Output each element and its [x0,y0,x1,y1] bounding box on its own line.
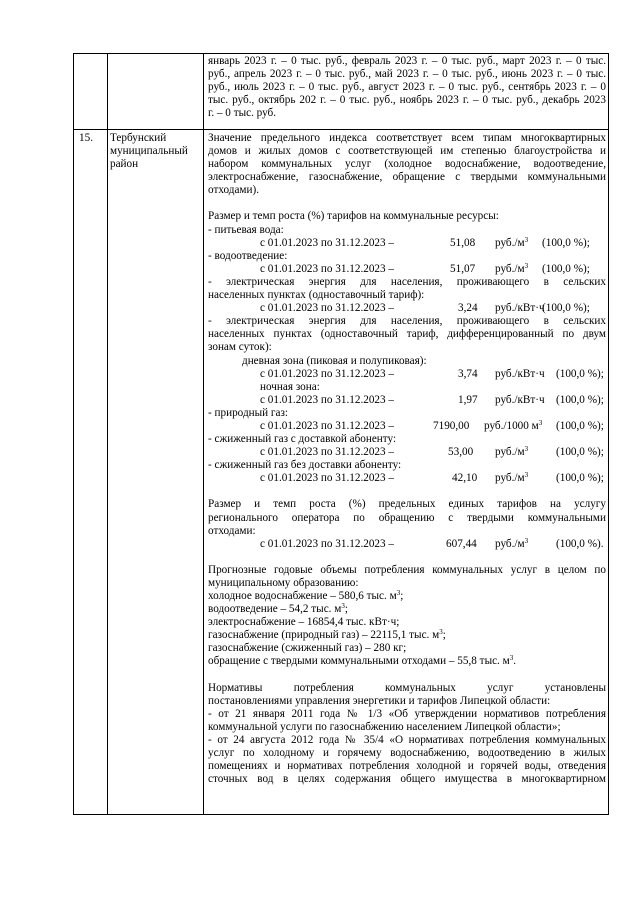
table-border-bottom [73,814,609,815]
tariff-label: - природный газ: [208,406,289,419]
text-line: электроснабжение, газоснабжение, обращение с твердыми коммунальными [208,171,606,184]
tariff-label: населенных пунктах (одноставочный тариф, дифференцированный по двум [208,328,606,341]
volume-end: ; [400,590,404,602]
tariff-growth: (100,0 %); [556,446,604,459]
tariff-value: 3,74 [458,367,478,380]
volume-text: газоснабжение (природный газ) – 22115,1 тыс. м [208,629,440,642]
text-line: постановлениями управления энергетики и тарифов Липецкой области: [208,694,551,707]
tariff-unit: руб./кВт·ч [495,302,545,315]
tariff-growth: (100,0 %). [556,537,604,550]
text-line: - от 24 августа 2012 года № 35/4 «О нормативах потребления коммунальных [208,733,606,746]
text-line: Размер и темп роста (%) предельных единых тарифов на услугу [208,498,606,511]
row-divider [73,129,609,130]
unit-text: руб./м [495,446,525,459]
tariff-value: 7190,00 [433,419,470,432]
text-line: тыс. руб., октябрь 202 г. – 0 тыс. руб., ноябрь 2023 г. – 0 тыс. руб., декабрь 2023 [208,94,606,107]
tariff-unit [495,472,528,485]
text-line: отходами: [208,524,256,537]
tariff-label: зонам суток): [208,341,272,354]
text-line: помещениях и нормативах потребления холодной и горячей воды, отведения [208,760,606,773]
district-name [110,132,202,171]
text-line: набором коммунальных услуг (холодное водоснабжение, водоотведение, [208,158,606,171]
text-line: Значение предельного индекса соответствует всем типам многоквартирных [208,132,606,144]
blank-line [208,485,606,498]
tariff-unit [495,237,528,250]
tariff-period: с 01.01.2023 по 31.12.2023 – [260,262,395,275]
blank-line [208,551,606,564]
previous-row-text [208,55,606,120]
unit-text: руб./м [495,537,525,550]
unit-text: руб./м [495,472,525,485]
tariff-row-sewage [208,263,606,276]
text-line: муниципальный [110,145,188,158]
tariff-label: - питьевая вода: [208,223,284,236]
text-line: коммунальной услуги по газоснабжению населением Липецкой области»; [208,720,561,733]
unit-sup: 3 [538,418,543,427]
tariff-period: с 01.01.2023 по 31.12.2023 – [260,302,395,315]
tariff-growth: (100,0 %); [556,419,604,432]
text-line: домов и жилых домов с соответствующей им степенью благоустройства и [208,145,606,158]
tariff-value: 53,00 [448,446,474,459]
text-line: - от 21 января 2011 года № 1/3 «Об утверждении нормативов потребления [208,707,606,720]
unit-sup: 3 [396,589,401,597]
blank-line [208,669,606,682]
text-line: услуг по холодному и горячему водоснабжению, водоотведению в жилых [208,747,606,760]
tariff-label: ночная зона: [260,380,320,393]
tariff-period: с 01.01.2023 по 31.12.2023 – [260,393,395,406]
volume-sewage [208,603,606,616]
tariffs-heading: Размер и темп роста (%) тарифов на коммунальные ресурсы: [208,210,499,223]
tariff-period: с 01.01.2023 по 31.12.2023 – [260,537,395,550]
volume-waste [208,655,606,668]
text-line: сточных вод в целях содержания общего имущества в многоквартирном [208,773,606,786]
volume-electricity: электроснабжение – 16854,4 тыс. кВт·ч; [208,616,400,629]
tariff-growth: (100,0 %); [542,262,590,275]
tariff-period: с 01.01.2023 по 31.12.2023 – [260,419,395,432]
unit-sup: 3 [341,602,345,611]
tariff-value: 42,10 [452,472,478,485]
volume-text: холодное водоснабжение – 580,6 тыс. м [208,590,397,602]
text-line: Нормативы потребления коммунальных услуг установлены [208,681,606,694]
blank-line [208,197,606,210]
unit-sup: 3 [524,261,529,270]
volume-end: ; [442,629,446,642]
tariff-label: - сжиженный газ без доставки абоненту: [208,459,402,472]
text-line: г. – 0 тыс. руб. [208,107,277,120]
tariff-row-waste [208,538,606,551]
tariff-period: с 01.01.2023 по 31.12.2023 – [260,236,395,249]
text-line: январь 2023 г. – 0 тыс. руб., февраль 2023 г. – 0 тыс. руб., март 2023 г. – 0 тыс. [208,55,606,67]
column-border [608,53,609,815]
tariff-period: с 01.01.2023 по 31.12.2023 – [260,367,395,380]
tariff-value: 607,44 [446,537,477,550]
tariff-growth: (100,0 %); [556,393,604,406]
volume-end: ; [344,603,348,616]
tariff-growth: (100,0 %); [542,302,590,315]
tariff-label: - электрическая энергия для населения, проживающего в сельских [208,275,606,288]
unit-text: руб./м [495,236,525,249]
text-line: район [110,158,139,171]
tariff-row-electricity-single [208,302,606,315]
unit-sup: 3 [524,536,529,545]
tariff-label: - сжиженный газ с доставкой абоненту: [208,433,397,446]
volume-natural-gas [208,629,606,642]
unit-sup: 3 [524,445,529,454]
unit-text: руб./м [495,262,525,275]
tariff-row-natural-gas [208,420,606,433]
volume-cold-water [208,590,606,603]
unit-sup: 3 [509,654,514,663]
tariff-label: - электрическая энергия для населения, проживающего в сельских [208,315,606,328]
tariff-unit [495,446,528,459]
tariff-row-night-zone [208,394,606,407]
volume-end: . [513,655,517,668]
tariff-row-lpg-delivery [208,446,606,459]
tariff-row-drinking-water [208,237,606,250]
volume-text: обращение с твердыми коммунальными отходами – 55,8 тыс. м [208,655,510,668]
text-line: Прогнозные годовые объемы потребления коммунальных услуг в целом по [208,563,606,576]
tariff-label: - водоотведение: [208,249,288,262]
column-border [73,53,74,815]
text-line: руб., июль 2023 г. – 0 тыс. руб., август 2023 г. – 0 тыс. руб., сентябрь 2023 г. – 0 [208,81,606,94]
tariff-period: с 01.01.2023 по 31.12.2023 – [260,472,395,485]
tariff-unit [495,263,528,276]
tariff-label: населенных пунктах (одноставочный тариф): [208,289,425,302]
text-line: отходами). [208,184,260,197]
tariff-unit [484,420,542,433]
tariff-row-day-zone [208,368,606,381]
unit-sup: 3 [524,471,529,480]
tariff-unit: руб./кВт·ч [495,393,545,406]
tariff-growth: (100,0 %); [556,367,604,380]
tariff-unit: руб./кВт·ч [495,367,545,380]
row-number: 15. [79,132,93,144]
row15-content [208,132,606,786]
text-line: Тербунский [110,132,167,144]
tariff-growth: (100,0 %); [556,472,604,485]
unit-sup: 3 [524,235,529,244]
volume-text: водоотведение – 54,2 тыс. м [208,603,342,616]
tariff-table [73,53,609,815]
tariff-label: дневная зона (пиковая и полупиковая): [242,354,427,367]
table-border-top [73,53,609,54]
tariff-growth: (100,0 %); [542,236,590,249]
tariff-unit [495,538,528,551]
volume-lpg: газоснабжение (сжиженный газ) – 280 кг; [208,642,407,655]
tariff-value: 51,07 [450,262,476,275]
tariff-value: 3,24 [458,302,478,315]
text-line: руб., апрель 2023 г. – 0 тыс. руб., май 2023 г. – 0 тыс. руб., июнь 2023 г. – 0 тыс. [208,68,606,81]
column-border [203,53,204,815]
unit-text: руб./1000 м [484,419,539,432]
text-line: муниципальному образованию: [208,576,359,589]
tariff-value: 51,08 [450,236,476,249]
tariff-period: с 01.01.2023 по 31.12.2023 – [260,446,395,459]
text-line: регионального оператора по обращению с твердыми коммунальными [208,511,606,524]
unit-sup: 3 [439,628,443,637]
tariff-row-lpg-no-delivery [208,472,606,485]
column-border [107,53,108,815]
tariff-value: 1,97 [458,393,478,406]
